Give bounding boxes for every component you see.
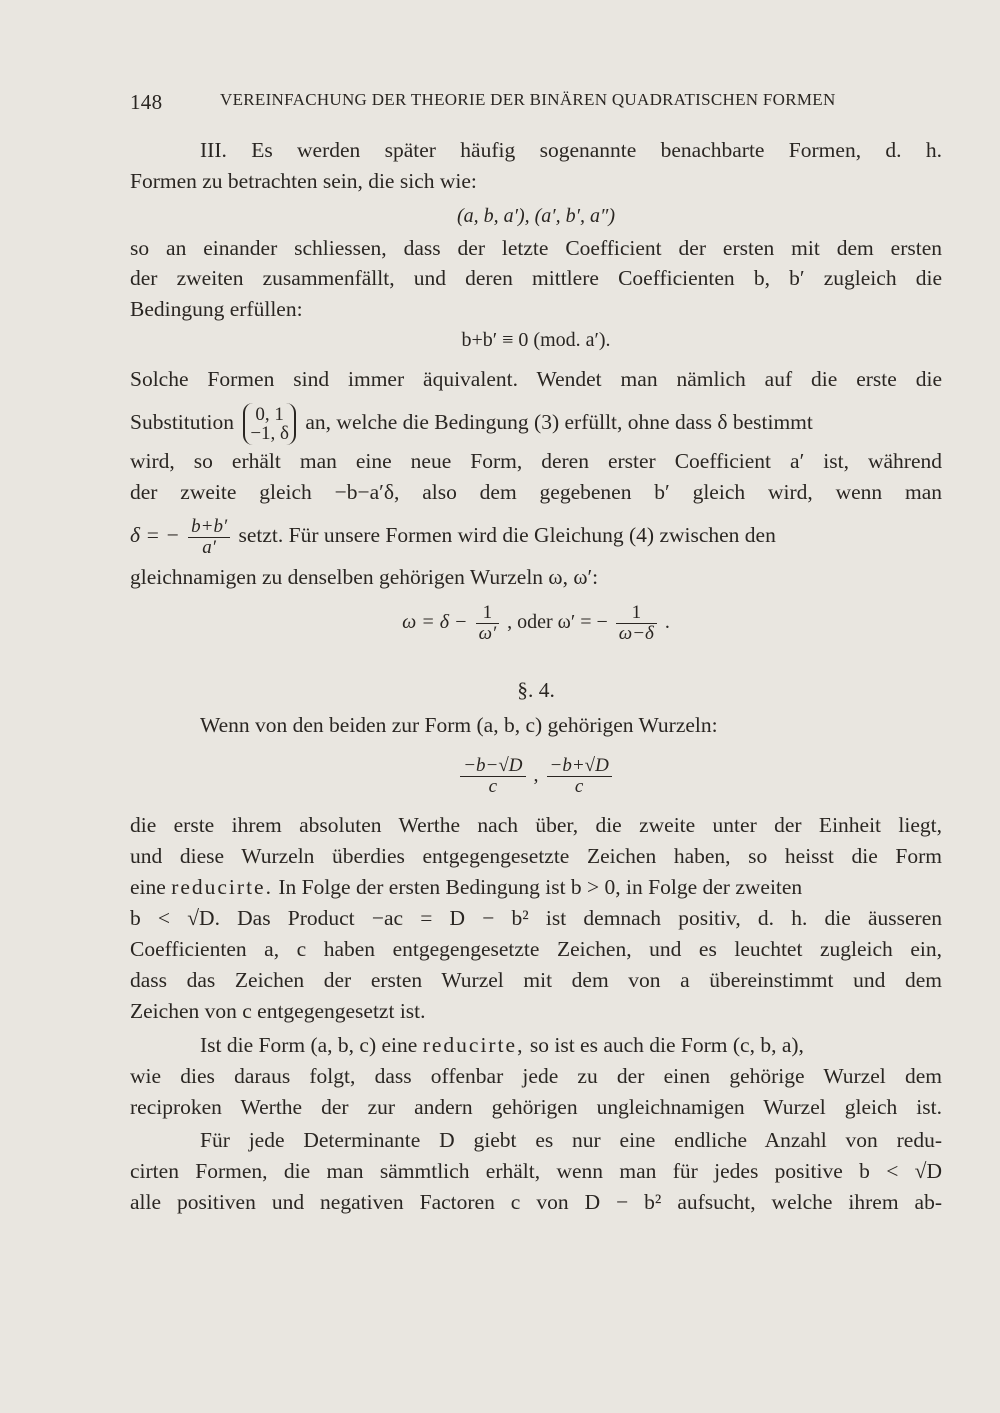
para3-line-3: alle positiven und negativen Factoren c von D − b² aufsucht, welche ihrem ab-	[130, 1190, 942, 1214]
para-iii-line-1: III. Es werden später häufig sogenannte benachbarte Formen, d. h.	[200, 138, 942, 162]
para-iii-line-4: der zweiten zusammenfällt, und deren mittlere Coefficienten b, b′ zugleich die	[130, 266, 942, 290]
section-line-5: b < √D. Das Product −ac = D − b² ist demnach positiv, d. h. die äusseren	[130, 906, 942, 930]
para-iii-line-3: so an einander schliessen, dass der letzte Coefficient der ersten mit dem ersten	[130, 236, 942, 260]
section-line-1: Wenn von den beiden zur Form (a, b, c) gehörigen Wurzeln:	[200, 713, 718, 737]
para3-line-2: cirten Formen, die man sämmtlich erhält, wenn man für jedes positive b < √D	[130, 1159, 942, 1183]
para2-line-1-b: so ist es auch die Form (c, b, a),	[529, 1033, 804, 1057]
omega-right-den: ω−δ	[616, 623, 657, 644]
delta-fraction	[188, 517, 230, 558]
root-1-fraction	[460, 756, 525, 797]
para-iii-line-5: Bedingung erfüllen:	[130, 297, 303, 321]
para-iii-line-8: wird, so erhält man eine neue Form, deren erster Coefficient a′ ist, während	[130, 449, 942, 473]
root-2-fraction	[547, 756, 612, 797]
delta-numerator: b+b′	[191, 515, 228, 537]
substitution-matrix	[243, 403, 296, 445]
term-reducirte: reducirte.	[171, 875, 273, 899]
para2-line-1-a: Ist die Form (a, b, c) eine	[200, 1033, 418, 1057]
omega-left-num: 1	[482, 601, 493, 623]
matrix-top-row: 0, 1	[255, 404, 284, 426]
omega-left-fraction	[476, 603, 500, 644]
para-iii-line-10	[130, 510, 942, 560]
root-1-den: c	[460, 776, 525, 797]
delta-lhs: δ = −	[130, 523, 180, 547]
delta-denominator: a′	[188, 537, 230, 558]
formula-neighbour-forms: (a, b, a′), (a′, b′, a″)	[456, 205, 616, 227]
section-line-2: die erste ihrem absoluten Werthe nach über, die zweite unter der Einheit liegt,	[130, 813, 942, 837]
section-heading: §. 4.	[517, 678, 555, 702]
para-iii-line-11: gleichnamigen zu denselben gehörigen Wurzeln ω, ω′:	[130, 565, 599, 589]
roots-formula	[130, 748, 942, 802]
page-number: 148	[130, 90, 163, 114]
root-2-den: c	[547, 776, 612, 797]
substitution-word: Substitution	[130, 410, 234, 434]
root-2-num: −b+√D	[549, 754, 609, 776]
root-1-num: −b−√D	[463, 754, 523, 776]
omega-right-num: 1	[631, 601, 642, 623]
omega-left-den: ω′	[476, 623, 500, 644]
para-iii-line-7	[130, 398, 942, 446]
omega-middle: , oder ω′ = −	[507, 611, 608, 633]
omega-end: .	[664, 611, 670, 633]
para3-line-1: Für jede Determinante D giebt es nur eine endliche Anzahl von redu-	[200, 1128, 942, 1152]
substitution-rest: an, welche die Bedingung (3) erfüllt, ohne dass δ bestimmt	[305, 410, 813, 434]
delta-rest: setzt. Für unsere Formen wird die Gleichung (4) zwischen den	[238, 523, 776, 547]
para-iii-line-9: der zweite gleich −b−a′δ, also dem gegebenen b′ gleich wird, wenn man	[130, 480, 942, 504]
section-line-4-b: In Folge der ersten Bedingung ist b > 0, in Folge der zweiten	[278, 875, 803, 899]
para-iii-line-6: Solche Formen sind immer äquivalent. Wendet man nämlich auf die erste die	[130, 367, 942, 391]
para2-line-2: wie dies daraus folgt, dass offenbar jede zu der einen gehörige Wurzel dem	[130, 1064, 942, 1088]
omega-equations	[130, 596, 942, 648]
section-line-3: und diese Wurzeln überdies entgegengesetzte Zeichen haben, so heisst die Form	[130, 844, 942, 868]
section-line-4-a: eine	[130, 875, 166, 899]
section-line-8: Zeichen von c entgegengesetzt ist.	[130, 999, 426, 1023]
running-title: VEREINFACHUNG DER THEORIE DER BINÄREN QUADRATISCHEN FORMEN	[220, 90, 836, 109]
roots-comma: ,	[533, 764, 539, 786]
para2-line-3: reciproken Werthe der zur andern gehörigen ungleichnamigen Wurzel gleich ist.	[130, 1095, 942, 1119]
omega-right-fraction	[616, 603, 657, 644]
matrix-bottom-row: −1, δ	[250, 423, 289, 445]
section-line-6: Coefficienten a, c haben entgegengesetzte Zeichen, und es leuchtet zugleich ein,	[130, 937, 942, 961]
para2-line-1	[200, 1030, 942, 1060]
omega-left: ω = δ −	[402, 611, 468, 633]
section-line-7: dass das Zeichen der ersten Wurzel mit dem von a übereinstimmt und dem	[130, 968, 942, 992]
formula-congruence: b+b′ ≡ 0 (mod. a′).	[461, 329, 611, 351]
para-iii-line-2: Formen zu betrachten sein, die sich wie:	[130, 169, 477, 193]
term-reducirte-2: reducirte,	[422, 1033, 525, 1057]
section-line-4	[130, 872, 942, 902]
